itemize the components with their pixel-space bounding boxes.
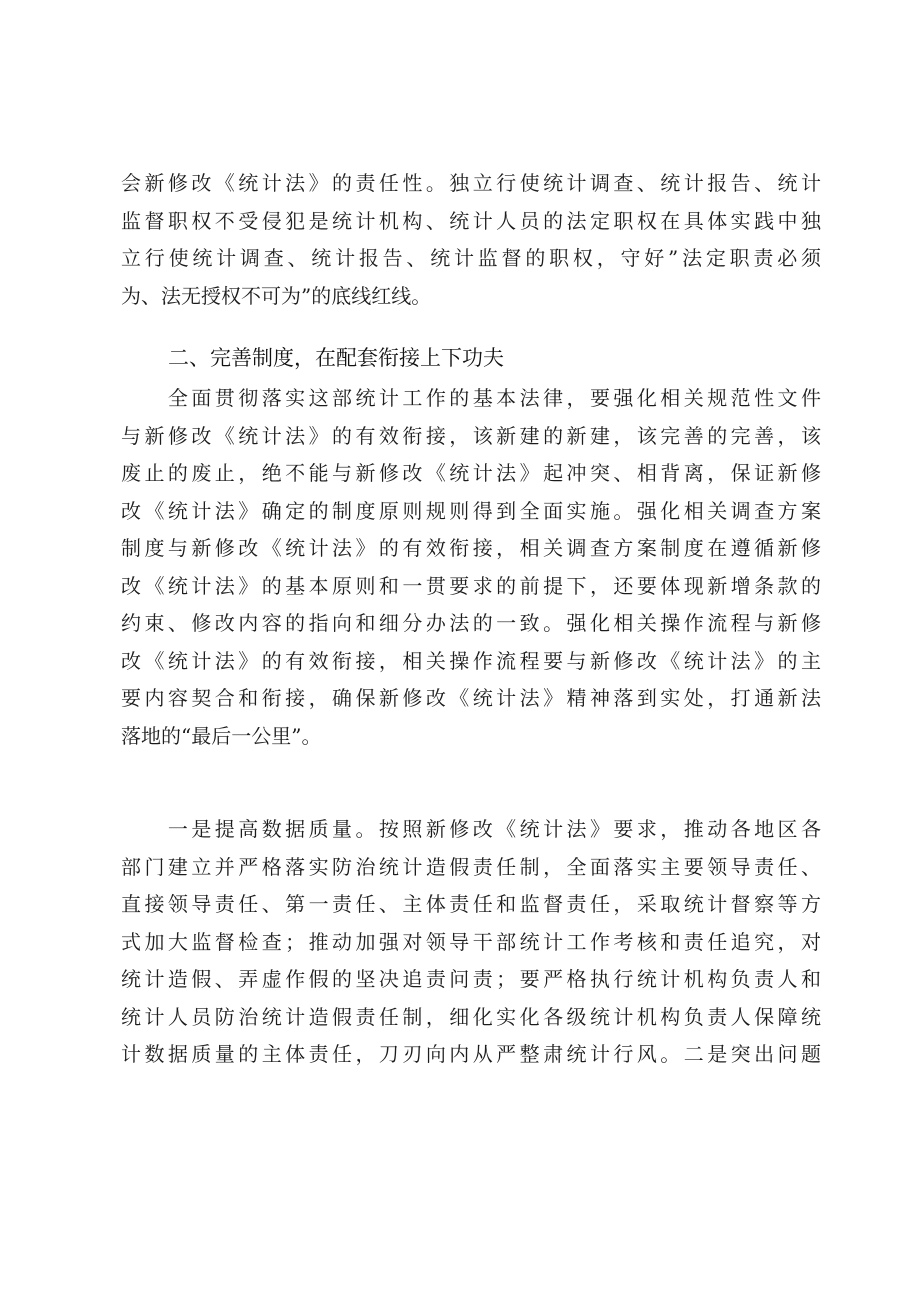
- paragraph-supporting-systems: [121, 380, 821, 755]
- text-line: 会新修改《统计法》的责任性。独立行使统计调查、统计报告、统计: [121, 171, 821, 195]
- text-line: 改《统计法》确定的制度原则规则得到全面实施。强化相关调查方案: [121, 498, 821, 523]
- text-line: 与新修改《统计法》的有效衔接，该新建的新建，该完善的完善，该: [121, 423, 821, 448]
- section-heading: 二、完善制度，在配套衔接上下功夫: [168, 346, 504, 370]
- text-line: 统计造假、弄虚作假的坚决追责问责；要严格执行统计机构负责人和: [121, 967, 821, 991]
- text-line: 一是提高数据质量。按照新修改《统计法》要求，推动各地区各: [121, 817, 821, 841]
- text-line: 部门建立并严格落实防治统计造假责任制，全面落实主要领导责任、: [121, 854, 821, 879]
- paragraph-data-quality: [121, 811, 821, 1074]
- text-line: 立行使统计调查、统计报告、统计监督的职权，守好”法定职责必须: [121, 246, 821, 270]
- text-line: 落地的“最后一公里”。: [121, 723, 322, 748]
- text-line: 统计人员防治统计造假责任制，细化实化各级统计机构负责人保障统: [121, 1004, 821, 1029]
- text-line: 改《统计法》的有效衔接，相关操作流程要与新修改《统计法》的主: [121, 648, 821, 673]
- text-line: 为、法无授权不可为”的底线红线。: [121, 283, 432, 308]
- text-line: 全面贯彻落实这部统计工作的基本法律，要强化相关规范性文件: [121, 386, 821, 410]
- text-line: 式加大监督检查；推动加强对领导干部统计工作考核和责任追究，对: [121, 929, 821, 954]
- text-line: 计数据质量的主体责任，刀刃向内从严整肃统计行风。二是突出问题: [121, 1042, 821, 1066]
- text-line: 废止的废止，绝不能与新修改《统计法》起冲突、相背离，保证新修: [121, 461, 821, 485]
- text-line: 制度与新修改《统计法》的有效衔接，相关调查方案制度在遵循新修: [121, 536, 821, 560]
- text-line: 监督职权不受侵犯是统计机构、统计人员的法定职权在具体实践中独: [121, 208, 821, 233]
- text-line: 改《统计法》的基本原则和一贯要求的前提下，还要体现新增条款的: [121, 573, 821, 598]
- text-line: 直接领导责任、第一责任、主体责任和监督责任，采取统计督察等方: [121, 892, 821, 916]
- text-line: 约束、修改内容的指向和细分办法的一致。强化相关操作流程与新修: [121, 611, 821, 635]
- text-line: 要内容契合和衔接，确保新修改《统计法》精神落到实处，打通新法: [121, 686, 821, 710]
- paragraph-statistics-duty: [121, 165, 821, 315]
